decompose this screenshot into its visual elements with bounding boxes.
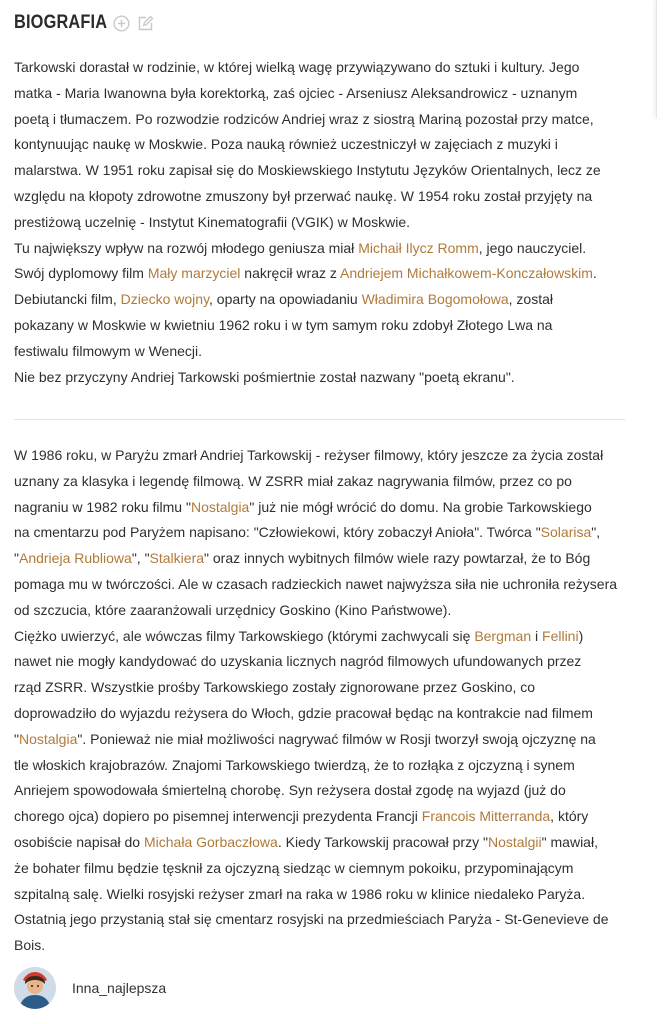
side-panel-edge [656,0,667,118]
text-line: że bohater filmu będzie tęsknił za ojczyzną siedząc w ciemnym pokoiku, przypominającym [14,859,574,876]
text-line: prestiżową uczelnię - Instytut Kinematografii (VGIK) w Moskwie. [14,213,411,230]
author-name[interactable]: Inna_najlepsza [72,980,167,996]
text-line: Swój dyplomowy film Mały marzyciel nakręcił wraz z Andriejem Michałkowem-Konczałowskim. [14,265,597,282]
text-line: poetą i tłumaczem. Po rozwodzie rodziców Andriej wraz z siostrą Mariną pozostał przy matce, [14,110,594,127]
link-dziecko-wojny[interactable]: Dziecko wojny [120,291,210,308]
text-line: "Nostalgia". Ponieważ nie miał możliwości nagrywać filmów w Rosji tworzył swoją ojczyznę na [14,730,596,747]
edit-icon[interactable] [136,14,154,32]
link-fellini[interactable]: Fellini [542,627,579,644]
link-bogomolow[interactable]: Władimira Bogomołowa [361,291,509,308]
plus-circle-icon[interactable] [112,14,130,32]
link-konczalowski[interactable]: Andriejem Michałkowem-Konczałowskim [340,265,593,282]
link-michail-romm[interactable]: Michaił Ilycz Romm [358,239,479,256]
link-mitterrand[interactable]: Francois Mitterranda [421,808,551,825]
text-line: Ostatnią jego przystanią stał się cmentarz rosyjski na przedmieściach Paryża - St-Genevieve de [14,911,609,928]
text-line: tle włoskich krajobrazów. Znajomi Tarkowskiego twierdzą, że to rozłąka z ojczyzną i synem [14,756,575,773]
text-line: Debiutancki film, Dziecko wojny, oparty na opowiadaniu Władimira Bogomołowa, został [14,291,554,308]
section-divider [14,419,625,420]
section-header [14,10,154,36]
link-nostalgia-2[interactable]: Nostalgia [18,730,78,747]
link-stalkiera[interactable]: Stalkiera [149,550,205,567]
text-line: kontynuując naukę w Moskwie. Poza nauką również uczestniczył w zajęciach z muzyki i [14,136,558,153]
author-block [14,967,166,1009]
text-line: szpitalną salę. Wielki rosyjski reżyser zmarł na raka w 1986 roku w klinice niedaleko Paryża. [14,885,586,902]
text-line: chorego ojca) dopiero po pisemnej interwencji prezydenta Francji Francois Mitterranda, który [14,808,589,825]
text-line: względu na kłopoty zdrowotne zmuszony był przerwać naukę. W 1954 roku został przyjęty na [14,187,593,204]
text-line: doprowadziło do wyjazdu reżysera do Włoch, gdzie pracował będąc na kontrakcie nad filmem [14,704,593,721]
text-line: nagraniu w 1982 roku filmu "Nostalgia" już nie mógł wrócić do domu. Na grobie Tarkowskiego [14,498,592,515]
text-line: matka - Maria Iwanowna była korektorką, zaś ojciec - Arseniusz Aleksandrowicz - uznanym [14,84,578,101]
text-line: uznany za klasyka i legendę filmową. W ZSRR miał zakaz nagrywania filmów, przez co po [14,472,572,489]
section-title: BIOGRAFIA [14,12,108,33]
avatar[interactable] [14,967,56,1009]
text-line: pokazany w Moskwie w kwietniu 1962 roku i w tym samym roku zdobył Złotego Lwa na [14,316,553,333]
link-nostalgii[interactable]: Nostalgii [487,833,542,850]
text-line: malarstwa. W 1951 roku zapisał się do Moskiewskiego Instytutu Języków Orientalnych, lecz ze [14,162,601,179]
text-line: "Andrieja Rubliowa", "Stalkiera" oraz innych wybitnych filmów wiele razy powtarzał, że to Bóg [14,550,591,567]
link-maly-marzyciel[interactable]: Mały marzyciel [147,265,241,282]
biography-paragraph-1 [14,55,634,390]
text-line: osobiście napisał do Michała Gorbaczłowa. Kiedy Tarkowskij pracował przy "Nostalgii" mawiał, [14,833,598,850]
text-line: Nie bez przyczyny Andriej Tarkowski pośmiertnie został nazwany "poetą ekranu". [14,368,515,385]
text-line: Tarkowski dorastał w rodzinie, w której wielką wagę przywiązywano do sztuki i kultury. Jego [14,59,580,75]
biography-paragraph-2 [14,443,634,959]
text-line: od szczucia, które zaaranżowali urzędnicy Goskino (Kino Państwowe). [14,601,452,618]
text-line: pomaga mu w twórczości. Ale w czasach radzieckich nawet najwyższa siła nie uchroniła reżysera [14,575,618,592]
link-solarisa[interactable]: Solarisa [540,524,592,541]
link-bergman[interactable]: Bergman [474,627,532,644]
text-line: nawet nie mogły kandydować do uzyskania licznych nagród filmowych ufundowanych przez [14,653,582,670]
text-line: Bois. [14,937,46,954]
text-line: W 1986 roku, w Paryżu zmarł Andriej Tarkowskij - reżyser filmowy, który jeszcze za życia został [14,447,604,463]
text-line: na cmentarzu pod Paryżem napisano: "Człowiekowi, który zobaczył Anioła". Twórca "Solarisa", [14,524,601,541]
text-line: Ciężko uwierzyć, ale wówczas filmy Tarkowskiego (którymi zachwycali się Bergman i Fellini) [14,627,584,644]
text-line: festiwalu filmowym w Wenecji. [14,342,203,359]
link-nostalgia[interactable]: Nostalgia [190,498,250,515]
link-gorbaczow[interactable]: Michała Gorbaczłowa [143,833,278,850]
text-line: Anriejem spowodowała śmiertelną chorobę. Syn reżysera dostał zgodę na wyjazd (już do [14,782,566,799]
text-line: Tu największy wpływ na rozwój młodego geniusza miał Michaił Ilycz Romm, jego nauczyciel. [14,239,587,256]
text-line: rząd ZSRR. Wszystkie prośby Tarkowskiego zostały zignorowane przez Goskino, co [14,679,536,696]
link-andrieja-rubliowa[interactable]: Andrieja Rubliowa [18,550,132,567]
